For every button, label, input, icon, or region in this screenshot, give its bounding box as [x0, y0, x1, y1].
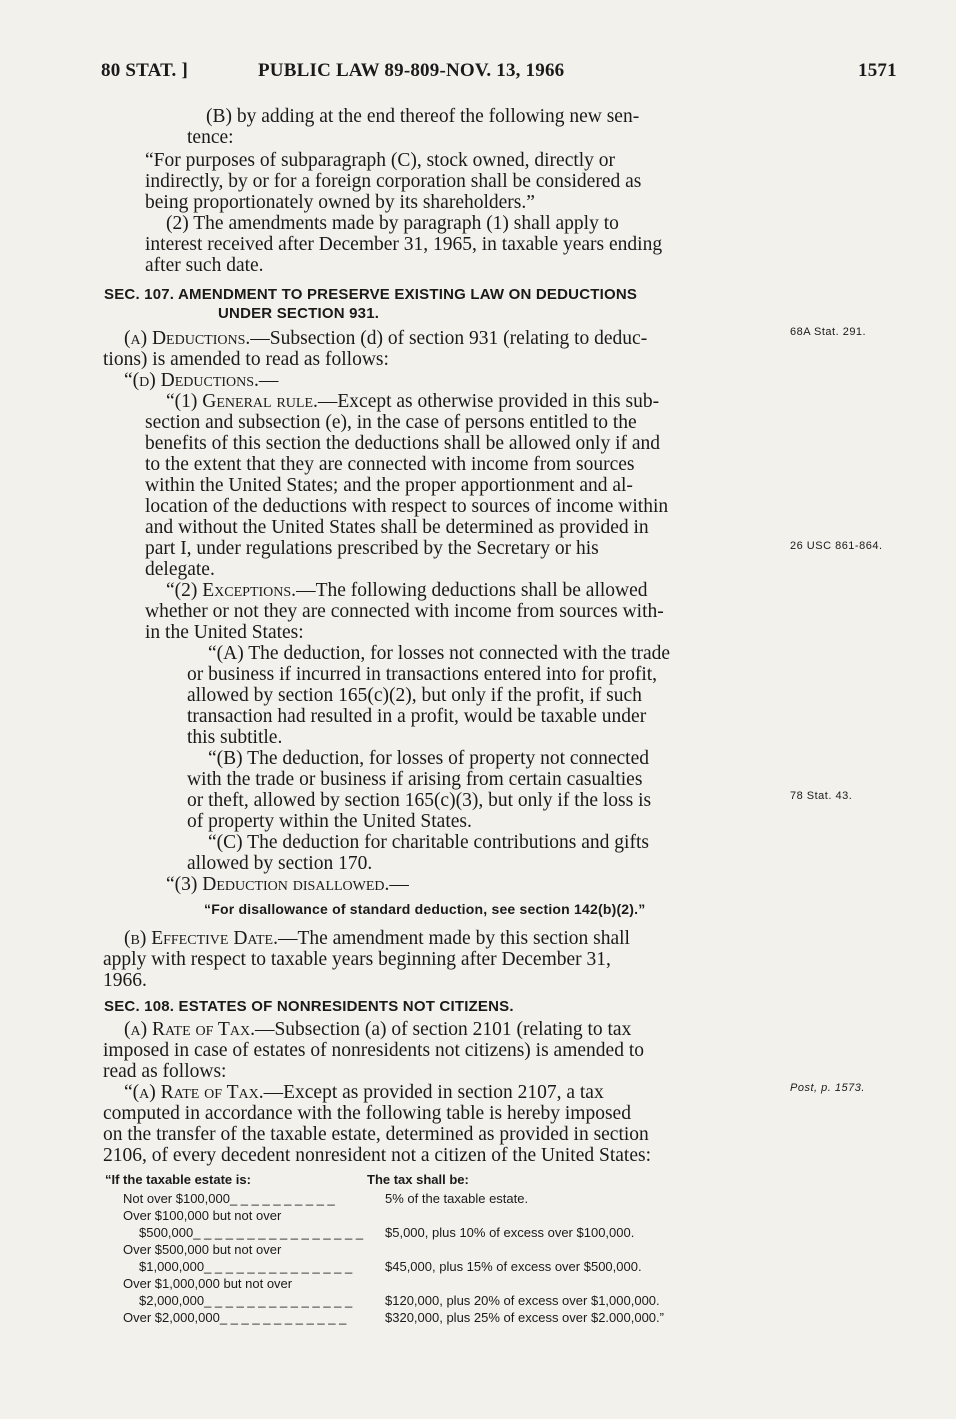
text-line: apply with respect to taxable years beginning after December 31,	[103, 949, 611, 970]
table-cell: Over $100,000 but not over	[123, 1208, 282, 1223]
text-line: “(C) The deduction for charitable contributions and gifts	[208, 832, 649, 853]
table-cell: $1,000,000_ _ _ _ _ _ _ _ _ _ _ _ _ _	[139, 1259, 353, 1274]
text-line: “(A) The deduction, for losses not connected with the trade	[208, 643, 671, 664]
margin-note	[790, 1082, 865, 1094]
text-line: computed in accordance with the following table is hereby imposed	[103, 1103, 631, 1124]
table-cell: $2,000,000_ _ _ _ _ _ _ _ _ _ _ _ _ _	[139, 1293, 353, 1308]
text-line: “(3) Deduction disallowed.—	[166, 874, 409, 895]
text-line	[166, 391, 659, 412]
text-line: interest received after December 31, 1965, in taxable years ending	[145, 234, 663, 255]
text-line: in the United States:	[145, 622, 304, 643]
text-line: allowed by section 165(c)(2), but only if the profit, if such	[187, 685, 642, 706]
text-span: —Except as otherwise provided in this sub-	[317, 391, 660, 412]
subsection-label: (a) Rate of Tax.	[124, 1019, 255, 1040]
text-span: —Except as provided in section 2107, a tax	[263, 1082, 604, 1103]
text-line: location of the deductions with respect to sources of income within	[145, 496, 669, 517]
text-line: imposed in case of estates of nonresidents not citizens) is amended to	[103, 1040, 644, 1061]
text-line: on the transfer of the taxable estate, determined as provided in section	[103, 1124, 649, 1145]
section-heading: SEC. 107. AMENDMENT TO PRESERVE EXISTING LAW ON DEDUCTIONS	[104, 286, 638, 303]
text-line: transaction had resulted in a profit, would be taxable under	[187, 706, 647, 727]
subsection-label: (a) Deductions.	[124, 328, 251, 349]
text-line: this subtitle.	[187, 727, 283, 748]
text-line: tence:	[187, 127, 234, 148]
paragraph-label: “(2) Exceptions.	[166, 580, 297, 601]
table-cell: Not over $100,000_ _ _ _ _ _ _ _ _ _	[123, 1191, 335, 1206]
margin-note: 26 USC 861-864.	[790, 540, 883, 552]
table-cell: $320,000, plus 25% of excess over $2.000,000.”	[385, 1310, 664, 1325]
section-heading: SEC. 108. ESTATES OF NONRESIDENTS NOT CITIZENS.	[104, 998, 514, 1015]
text-line	[124, 328, 647, 349]
margin-note: 68A Stat. 291.	[790, 326, 867, 338]
table-header-left: “If the taxable estate is:	[105, 1172, 251, 1187]
text-line: 2106, of every decedent nonresident not a citizen of the United States:	[103, 1145, 651, 1166]
table-cell: Over $1,000,000 but not over	[123, 1276, 293, 1291]
subsection-label: “(a) Rate of Tax.	[124, 1082, 264, 1103]
margin-note-text: Post, p. 1573.	[790, 1082, 865, 1094]
text-line: 1966.	[103, 970, 147, 991]
table-cell: $5,000, plus 10% of excess over $100,000.	[385, 1225, 635, 1240]
text-line	[124, 1019, 631, 1040]
text-line: or theft, allowed by section 165(c)(3), but only if the loss is	[187, 790, 652, 811]
text-line: section and subsection (e), in the case of persons entitled to the	[145, 412, 637, 433]
text-line: “(d) Deductions.—	[124, 370, 279, 391]
text-line: benefits of this section the deductions shall be allowed only if and	[145, 433, 661, 454]
table-cell: $120,000, plus 20% of excess over $1,000,000.	[385, 1293, 660, 1308]
text-line: indirectly, by or for a foreign corporation shall be considered as	[145, 171, 642, 192]
text-span: —The amendment made by this section shall	[277, 928, 630, 949]
text-line: and without the United States shall be determined as provided in	[145, 517, 649, 538]
text-line: after such date.	[145, 255, 264, 276]
cross-reference-note: “For disallowance of standard deduction, see section 142(b)(2).”	[204, 901, 646, 917]
text-line: tions) is amended to read as follows:	[103, 349, 389, 370]
table-header-right: The tax shall be:	[367, 1172, 469, 1187]
text-line	[124, 928, 630, 949]
text-line: whether or not they are connected with income from sources with-	[145, 601, 664, 622]
text-line: delegate.	[145, 559, 215, 580]
text-span: —The following deductions shall be allowed	[296, 580, 648, 601]
text-span: —Subsection (d) of section 931 (relating to deduc-	[250, 328, 648, 349]
paragraph-label: “(1) General rule.	[166, 391, 318, 412]
text-line: of property within the United States.	[187, 811, 472, 832]
text-span: —Subsection (a) of section 2101 (relating to tax	[254, 1019, 632, 1040]
text-line: to the extent that they are connected with income from sources	[145, 454, 635, 475]
text-line: with the trade or business if arising from certain casualties	[187, 769, 643, 790]
text-line: read as follows:	[103, 1061, 227, 1082]
text-line: “(B) The deduction, for losses of property not connected	[208, 748, 649, 769]
text-line: or business if incurred in transactions entered into for profit,	[187, 664, 658, 685]
page-number: 1571	[858, 60, 897, 81]
header-title: PUBLIC LAW 89-809-NOV. 13, 1966	[258, 60, 565, 81]
table-cell: Over $500,000 but not over	[123, 1242, 282, 1257]
text-line: “For purposes of subparagraph (C), stock owned, directly or	[145, 150, 616, 171]
text-line: within the United States; and the proper apportionment and al-	[145, 475, 633, 496]
table-cell: Over $2,000,000_ _ _ _ _ _ _ _ _ _ _ _	[123, 1310, 347, 1325]
text-line	[166, 580, 648, 601]
table-cell: 5% of the taxable estate.	[385, 1191, 529, 1206]
subsection-label: (b) Effective Date.	[124, 928, 278, 949]
text-line	[124, 1082, 604, 1103]
margin-note: 78 Stat. 43.	[790, 790, 853, 802]
text-line: (B) by adding at the end thereof the following new sen-	[206, 106, 640, 127]
text-line: being proportionately owned by its shareholders.”	[145, 192, 535, 213]
text-line: (2) The amendments made by paragraph (1) shall apply to	[166, 213, 619, 234]
header-stat: 80 STAT. ]	[101, 60, 188, 81]
section-heading: UNDER SECTION 931.	[218, 305, 380, 322]
table-cell: $500,000_ _ _ _ _ _ _ _ _ _ _ _ _ _ _ _	[139, 1225, 364, 1240]
table-cell: $45,000, plus 15% of excess over $500,000.	[385, 1259, 642, 1274]
text-line: allowed by section 170.	[187, 853, 373, 874]
text-line: part I, under regulations prescribed by the Secretary or his	[145, 538, 599, 559]
